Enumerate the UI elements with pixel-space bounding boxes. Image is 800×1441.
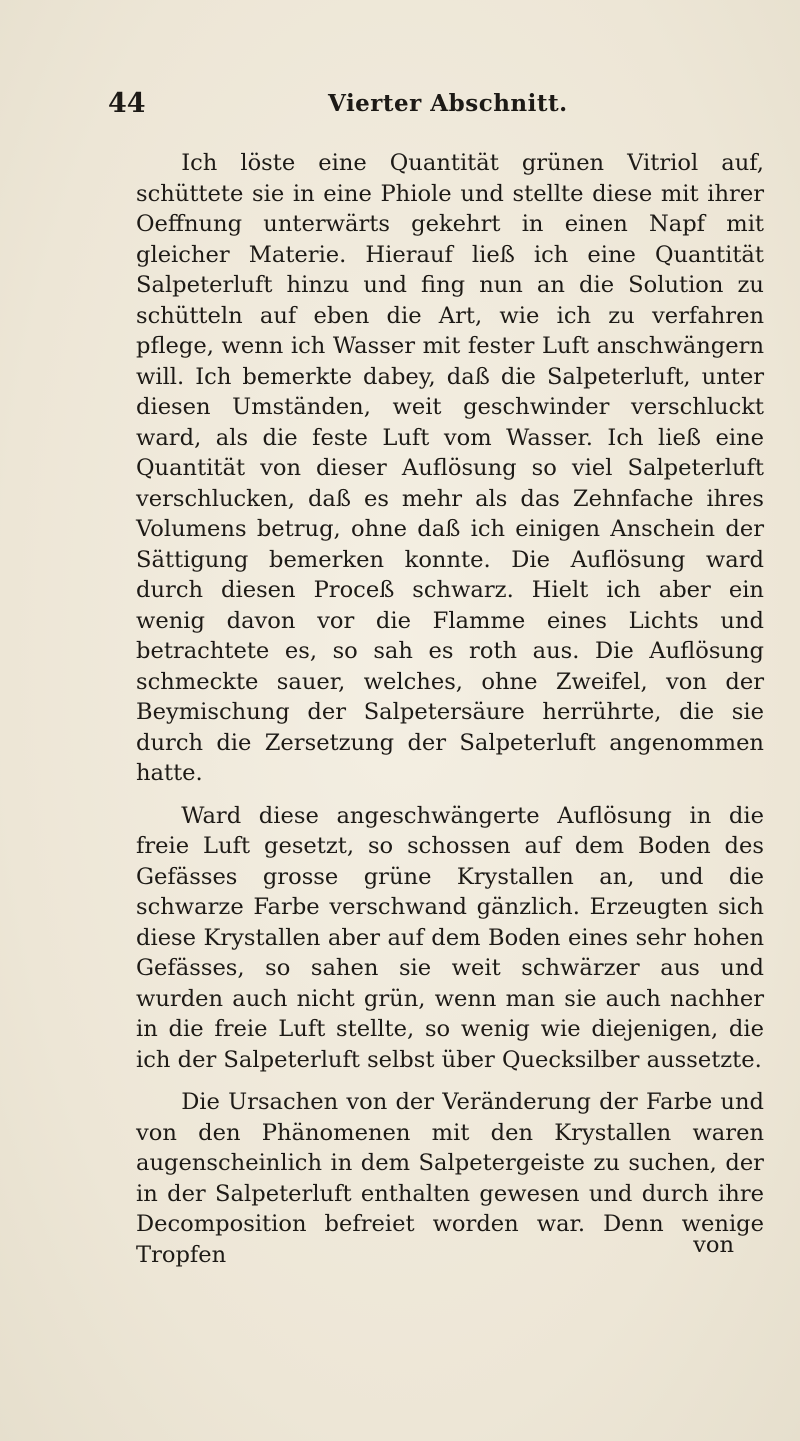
body-text	[136, 148, 764, 1270]
paragraph-1: Ich löste eine Quantität grünen Vitriol auf, schüttete sie in eine Phiole und stellte diese mit ihrer Oeffnung unterwärts gekehrt in einen Napf mit gleicher Materie. Hierauf ließ ich eine Quantität Salpeterluft hinzu und fing nun an die Solution zu schütteln auf eben die Art, wie ich zu verfahren pflege, wenn ich Wasser mit fester Luft anschwängern will. Ich bemerkte dabey, daß die Salpeterluft, unter diesen Umständen, weit geschwinder verschluckt ward, als die feste Luft vom Wasser. Ich ließ eine Quantität von dieser Auflösung so viel Salpeterluft verschlucken, daß es mehr als das Zehnfache ihres Volumens betrug, ohne daß ich einigen Anschein der Sättigung bemerken konnte. Die Auflösung ward durch diesen Proceß schwarz. Hielt ich aber ein wenig davon vor die Flamme eines Lichts und betrachtete es, so sah es roth aus. Die Auflösung schmeckte sauer, welches, ohne Zweifel, von der Beymischung der Salpetersäure herrührte, die sie durch die Zersetzung der Salpeterluft angenommen hatte.	[136, 150, 764, 786]
page-header	[108, 88, 740, 128]
paragraph-2: Ward diese angeschwängerte Auflösung in die freie Luft gesetzt, so schossen auf dem Boden des Gefässes grosse grüne Krystallen an, und die schwarze Farbe verschwand gänzlich. Erzeugten sich diese Krystallen aber auf dem Boden eines sehr hohen Gefässes, so sahen sie weit schwärzer aus und wurden auch nicht grün, wenn man sie auch nachher in die freie Luft stellte, so wenig wie diejenigen, die ich der Salpeterluft selbst über Quecksilber aussetzte.	[136, 802, 764, 1073]
paragraph-3: Die Ursachen von der Veränderung der Farbe und von den Phänomenen mit den Krystallen waren augenscheinlich in dem Salpetergeiste zu suchen, der in der Salpeterluft enthalten gewesen und durch ihre Decomposition befreiet worden war. Denn wenige Tropfen	[136, 1089, 764, 1268]
running-head: Vierter Abschnitt.	[328, 90, 568, 117]
page-number: 44	[108, 88, 146, 119]
catchword: von	[693, 1232, 734, 1258]
